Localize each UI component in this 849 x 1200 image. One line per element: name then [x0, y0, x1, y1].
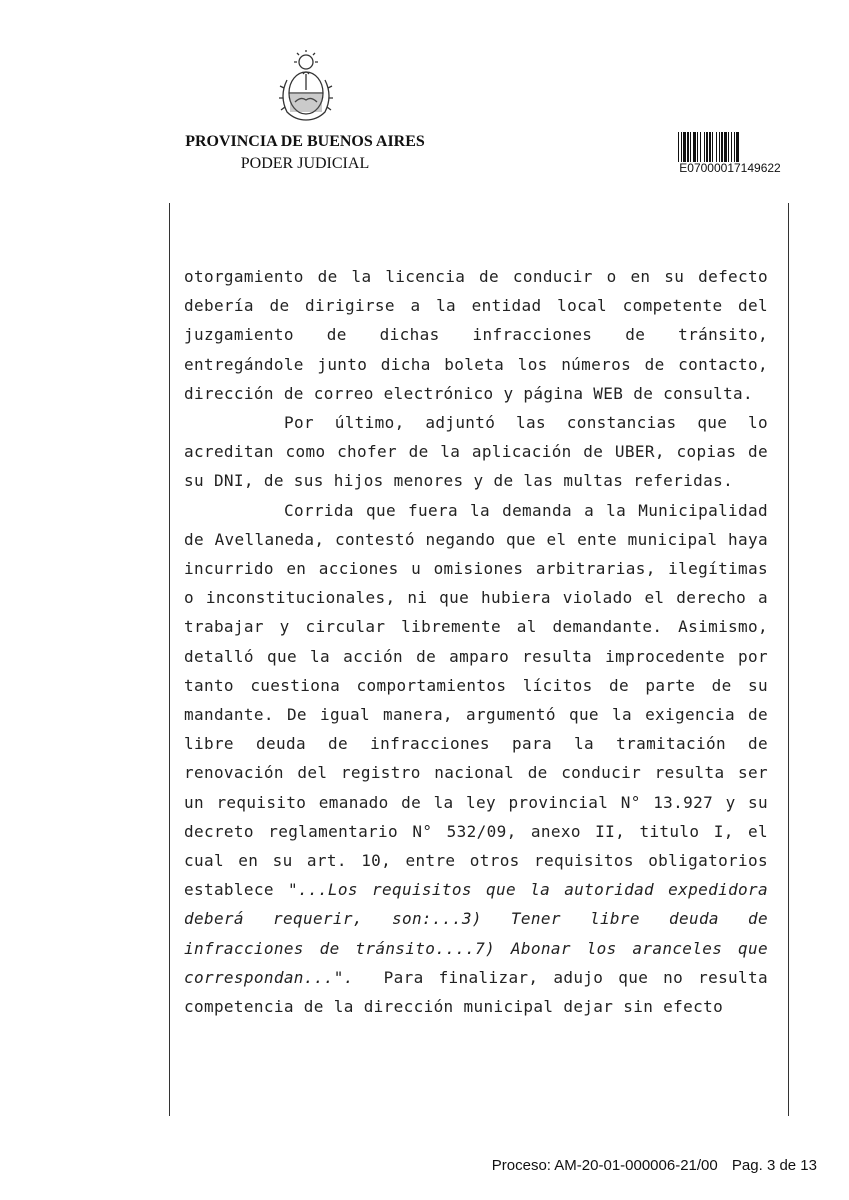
left-margin-line	[169, 203, 170, 1116]
document-body	[184, 262, 778, 1021]
barcode-icon	[678, 132, 782, 162]
process-number: Proceso: AM-20-01-000006-21/00	[491, 1157, 718, 1174]
right-margin-line	[788, 203, 789, 1116]
paragraph-3-continuation: Para finalizar, adujo que no resulta competencia de la dirección municipal dejar sin efecto	[184, 967, 778, 1017]
coat-of-arms-icon	[275, 50, 337, 124]
paragraph-2: Por último, adjuntó las constancias que lo acreditan como chofer de la aplicación de UBER, copias de su DNI, de sus hijos menores y de las multas referidas.	[184, 413, 768, 491]
quoted-regulation: "...Los requisitos que la autoridad expedidora deberá requerir, son:...3) Tener libre deuda de infracciones de tránsito....7) Abonar los aranceles que correspondan...".	[184, 880, 769, 987]
page-number: Pag. 3 de 13	[731, 1157, 817, 1174]
department-subtitle: PODER JUDICIAL	[240, 155, 370, 172]
paragraph-3	[184, 496, 778, 1022]
paragraph-3-text: Corrida que fuera la demanda a la Municipalidad de Avellaneda, contestó negando que el ente municipal haya incurrido en acciones u omisiones arbitrarias, ilegítimas o inconstitucionales, ni que hubiera violado el derecho a trabajar y circular libremente al demandante. Asimismo, detalló que la acción de amparo resulta improcedente por tanto cuestiona comportamientos lícitos de parte de su mandante. De igual manera, argumentó que la exigencia de libre deuda de infracciones para la tramitación de renovación del registro nacional de conducir resulta ser un requisito emanado de la ley provincial N° 13.927 y su decreto reglamentario N° 532/09, anexo II, titulo I, el cual en su art. 10, entre otros requisitos obligatorios establece	[184, 500, 768, 900]
institution-title: PROVINCIA DE BUENOS AIRES	[185, 133, 425, 150]
paragraph-1: otorgamiento de la licencia de conducir o en su defecto debería de dirigirse a la entidad local competente del juzgamiento de dichas infracciones de tránsito, entregándole junto dicha boleta los números de contacto, dirección de correo electrónico y página WEB de consulta.	[184, 267, 768, 403]
page-footer	[492, 1157, 817, 1174]
barcode-number: E07000017149622	[679, 161, 781, 175]
